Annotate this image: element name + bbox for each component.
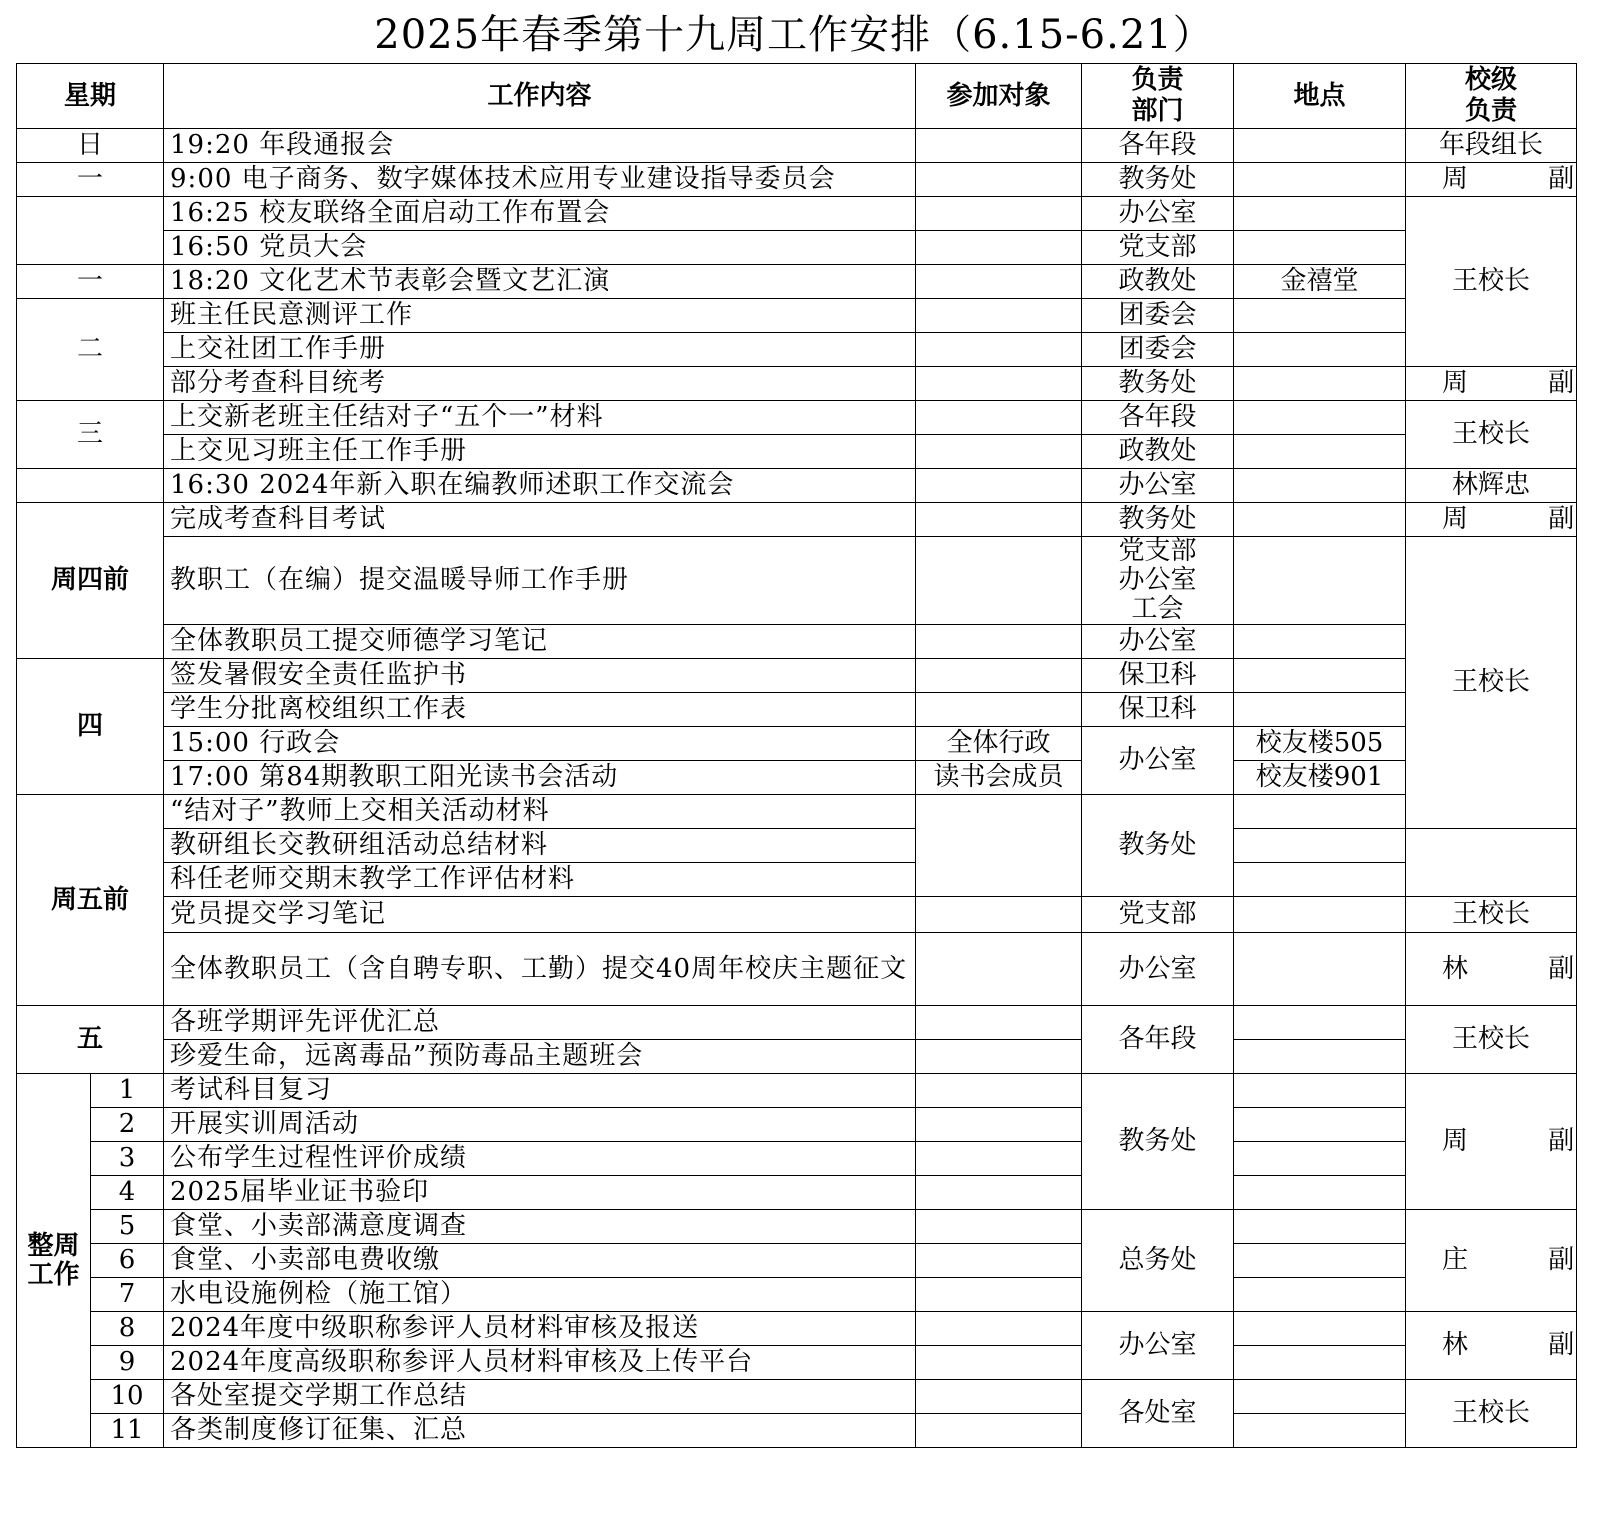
location-cell — [1234, 693, 1406, 727]
participants-cell — [916, 367, 1082, 401]
content-cell: 食堂、小卖部电费收缴 — [164, 1244, 916, 1278]
table-row — [17, 1006, 1577, 1040]
item-number: 11 — [91, 1414, 164, 1448]
dept-cell: 政教处 — [1082, 435, 1234, 469]
table-row — [17, 1414, 1577, 1448]
dept-cell: 办公室 — [1082, 625, 1234, 659]
table-row — [17, 1040, 1577, 1074]
leader-cell — [1406, 1312, 1610, 1380]
location-cell: 校友楼505 — [1234, 727, 1406, 761]
table-row — [17, 1346, 1577, 1380]
leader-cell: 林辉忠 — [1406, 469, 1577, 503]
content-cell: 各类制度修订征集、汇总 — [164, 1414, 916, 1448]
location-cell — [1234, 129, 1406, 163]
participants-cell — [916, 129, 1082, 163]
content-cell: 16:50 党员大会 — [164, 231, 916, 265]
header-dept: 负责 部门 — [1082, 64, 1234, 129]
content-cell: 党员提交学习笔记 — [164, 897, 916, 933]
content-cell: 上交新老班主任结对子“五个一”材料 — [164, 401, 916, 435]
content-cell: 2024年度高级职称参评人员材料审核及上传平台 — [164, 1346, 916, 1380]
content-cell: 2025届毕业证书验印 — [164, 1176, 916, 1210]
participants-cell — [916, 1312, 1082, 1346]
table-row — [17, 163, 1577, 197]
content-cell: 17:00 第84期教职工阳光读书会活动 — [164, 761, 916, 795]
participants-cell — [916, 299, 1082, 333]
header-participants: 参加对象 — [916, 64, 1082, 129]
table-row — [17, 897, 1577, 933]
dept-cell: 保卫科 — [1082, 693, 1234, 727]
participants-cell — [916, 503, 1082, 537]
participants-cell — [916, 1414, 1082, 1448]
leader-cell: 王校长 — [1406, 537, 1577, 829]
location-cell — [1234, 897, 1406, 933]
table-row — [17, 299, 1577, 333]
participants-cell — [916, 1244, 1082, 1278]
table-row — [17, 503, 1577, 537]
location-cell — [1234, 163, 1406, 197]
location-cell — [1234, 863, 1406, 897]
participants-cell — [916, 231, 1082, 265]
table-row — [17, 727, 1577, 761]
location-cell — [1234, 333, 1406, 367]
leader-text: 庄 副 — [1442, 1245, 1610, 1275]
leader-cell: 年段组长 — [1406, 129, 1577, 163]
content-cell: 18:20 文化艺术节表彰会暨文艺汇演 — [164, 265, 916, 299]
participants-cell — [916, 265, 1082, 299]
day-cell: 二 — [17, 299, 164, 401]
location-cell — [1234, 1210, 1406, 1244]
participants-cell — [916, 625, 1082, 659]
participants-cell — [916, 1074, 1082, 1108]
content-cell: 完成考查科目考试 — [164, 503, 916, 537]
content-cell: 食堂、小卖部满意度调查 — [164, 1210, 916, 1244]
table-row — [17, 1142, 1577, 1176]
item-number: 5 — [91, 1210, 164, 1244]
participants-cell — [916, 795, 1082, 897]
leader-cell — [1406, 933, 1610, 1006]
dept-cell: 办公室 — [1082, 727, 1234, 795]
participants-cell — [916, 1176, 1082, 1210]
leader-cell — [1406, 163, 1610, 197]
item-number: 2 — [91, 1108, 164, 1142]
content-cell: 上交社团工作手册 — [164, 333, 916, 367]
table-row — [17, 537, 1577, 625]
table-row — [17, 231, 1577, 265]
dept-cell: 党支部 — [1082, 231, 1234, 265]
header-location: 地点 — [1234, 64, 1406, 129]
location-cell — [1234, 537, 1406, 625]
schedule-table — [16, 63, 1610, 1448]
participants-cell — [916, 1346, 1082, 1380]
table-row — [17, 863, 1577, 897]
participants-cell — [916, 1210, 1082, 1244]
content-cell: 科任老师交期末教学工作评估材料 — [164, 863, 916, 897]
content-cell: 教职工（在编）提交温暖导师工作手册 — [164, 537, 916, 625]
header-leader: 校级 负责 — [1406, 64, 1577, 129]
content-cell: 19:20 年段通报会 — [164, 129, 916, 163]
dept-cell: 办公室 — [1082, 197, 1234, 231]
location-cell — [1234, 1176, 1406, 1210]
item-number: 6 — [91, 1244, 164, 1278]
location-cell — [1234, 1380, 1406, 1414]
table-row — [17, 933, 1577, 1006]
location-cell — [1234, 1278, 1406, 1312]
content-cell: 16:30 2024年新入职在编教师述职工作交流会 — [164, 469, 916, 503]
table-row — [17, 1312, 1577, 1346]
day-cell — [17, 469, 164, 503]
item-number: 8 — [91, 1312, 164, 1346]
table-row — [17, 795, 1577, 829]
table-row — [17, 435, 1577, 469]
dept-cell: 教务处 — [1082, 163, 1234, 197]
table-row — [17, 1244, 1577, 1278]
dept-cell: 团委会 — [1082, 333, 1234, 367]
table-row — [17, 1074, 1577, 1108]
content-cell: 考试科目复习 — [164, 1074, 916, 1108]
table-row — [17, 829, 1577, 863]
leader-cell — [1406, 367, 1610, 401]
leader-cell: 王校长 — [1406, 1380, 1577, 1448]
day-cell: 日 — [17, 129, 164, 163]
location-cell: 校友楼901 — [1234, 761, 1406, 795]
table-row — [17, 1108, 1577, 1142]
dept-cell: 党支部 办公室 工会 — [1082, 537, 1234, 625]
leader-cell — [1406, 1210, 1610, 1312]
participants-cell — [916, 537, 1082, 625]
participants-cell — [916, 163, 1082, 197]
participants-cell — [916, 1040, 1082, 1074]
leader-text: 林 副 — [1442, 1330, 1610, 1360]
location-cell — [1234, 367, 1406, 401]
leader-cell — [1406, 503, 1610, 537]
participants-cell — [916, 1108, 1082, 1142]
participants-cell — [916, 897, 1082, 933]
participants-cell — [916, 659, 1082, 693]
content-cell: 珍爱生命，远离毒品”预防毒品主题班会 — [164, 1040, 916, 1074]
dept-cell: 保卫科 — [1082, 659, 1234, 693]
participants-cell — [916, 1142, 1082, 1176]
table-row — [17, 469, 1577, 503]
table-row — [17, 1380, 1577, 1414]
item-number: 7 — [91, 1278, 164, 1312]
leader-text: 林 副 — [1442, 953, 1610, 984]
dept-cell: 教务处 — [1082, 1074, 1234, 1210]
dept-cell: 教务处 — [1082, 795, 1234, 897]
location-cell — [1234, 299, 1406, 333]
participants-cell — [916, 333, 1082, 367]
content-cell: “结对子”教师上交相关活动材料 — [164, 795, 916, 829]
participants-cell — [916, 1278, 1082, 1312]
location-cell — [1234, 659, 1406, 693]
participants-cell — [916, 469, 1082, 503]
dept-cell: 总务处 — [1082, 1210, 1234, 1312]
leader-cell: 王校长 — [1406, 401, 1577, 469]
dept-cell: 教务处 — [1082, 367, 1234, 401]
content-cell: 15:00 行政会 — [164, 727, 916, 761]
day-cell: 整周 工作 — [17, 1074, 91, 1448]
day-cell: 一 — [17, 163, 164, 197]
table-row — [17, 625, 1577, 659]
header-content: 工作内容 — [164, 64, 916, 129]
content-cell: 各班学期评先评优汇总 — [164, 1006, 916, 1040]
table-row — [17, 693, 1577, 727]
table-row — [17, 333, 1577, 367]
content-cell: 班主任民意测评工作 — [164, 299, 916, 333]
day-cell: 一 — [17, 265, 164, 299]
content-cell: 全体教职员工提交师德学习笔记 — [164, 625, 916, 659]
dept-cell: 团委会 — [1082, 299, 1234, 333]
content-cell: 部分考查科目统考 — [164, 367, 916, 401]
table-row — [17, 265, 1577, 299]
day-cell: 周四前 — [17, 503, 164, 659]
dept-cell: 各年段 — [1082, 1006, 1234, 1074]
location-cell — [1234, 1142, 1406, 1176]
location-cell — [1234, 1312, 1406, 1346]
location-cell — [1234, 829, 1406, 863]
leader-cell — [1406, 1074, 1610, 1210]
dept-cell: 办公室 — [1082, 1312, 1234, 1380]
table-row — [17, 401, 1577, 435]
leader-cell: 王校长 — [1406, 897, 1577, 933]
item-number: 4 — [91, 1176, 164, 1210]
leader-cell: 王校长 — [1406, 197, 1577, 367]
content-cell: 上交见习班主任工作手册 — [164, 435, 916, 469]
header-day: 星期 — [17, 64, 164, 129]
table-row — [17, 761, 1577, 795]
content-cell: 公布学生过程性评价成绩 — [164, 1142, 916, 1176]
location-cell — [1234, 795, 1406, 829]
table-row — [17, 129, 1577, 163]
table-row — [17, 367, 1577, 401]
location-cell — [1234, 933, 1406, 1006]
location-cell — [1234, 469, 1406, 503]
content-cell: 签发暑假安全责任监护书 — [164, 659, 916, 693]
participants-cell: 读书会成员 — [916, 761, 1082, 795]
table-row — [17, 659, 1577, 693]
dept-cell: 办公室 — [1082, 933, 1234, 1006]
item-number: 10 — [91, 1380, 164, 1414]
leader-text: 周 副 — [1442, 164, 1610, 194]
participants-cell — [916, 197, 1082, 231]
table-row — [17, 1176, 1577, 1210]
participants-cell — [916, 693, 1082, 727]
item-number: 3 — [91, 1142, 164, 1176]
dept-cell: 各年段 — [1082, 129, 1234, 163]
location-cell — [1234, 1346, 1406, 1380]
location-cell — [1234, 1040, 1406, 1074]
table-header-row — [17, 64, 1577, 129]
day-cell: 四 — [17, 659, 164, 795]
participants-cell — [916, 933, 1082, 1006]
participants-cell — [916, 1380, 1082, 1414]
location-cell — [1234, 503, 1406, 537]
content-cell: 开展实训周活动 — [164, 1108, 916, 1142]
table-row — [17, 197, 1577, 231]
location-cell: 金禧堂 — [1234, 265, 1406, 299]
location-cell — [1234, 197, 1406, 231]
location-cell — [1234, 1414, 1406, 1448]
table-row — [17, 1210, 1577, 1244]
leader-text: 周 副 — [1442, 368, 1610, 398]
dept-cell: 办公室 — [1082, 469, 1234, 503]
participants-cell: 全体行政 — [916, 727, 1082, 761]
page-title: 2025年春季第十九周工作安排（6.15-6.21） — [374, 12, 1214, 58]
content-cell: 2024年度中级职称参评人员材料审核及报送 — [164, 1312, 916, 1346]
leader-text: 周 副 — [1442, 1126, 1610, 1156]
participants-cell — [916, 435, 1082, 469]
participants-cell — [916, 1006, 1082, 1040]
location-cell — [1234, 1108, 1406, 1142]
location-cell — [1234, 625, 1406, 659]
location-cell — [1234, 1244, 1406, 1278]
location-cell — [1234, 401, 1406, 435]
content-cell: 学生分批离校组织工作表 — [164, 693, 916, 727]
location-cell — [1234, 231, 1406, 265]
location-cell — [1234, 1074, 1406, 1108]
content-cell: 各处室提交学期工作总结 — [164, 1380, 916, 1414]
day-cell: 三 — [17, 401, 164, 469]
leader-text: 周 副 — [1442, 504, 1610, 534]
leader-cell: 王校长 — [1406, 1006, 1577, 1074]
content-cell: 9:00 电子商务、数字媒体技术应用专业建设指导委员会 — [164, 163, 916, 197]
content-cell: 教研组长交教研组活动总结材料 — [164, 829, 916, 863]
dept-cell: 党支部 — [1082, 897, 1234, 933]
content-cell: 16:25 校友联络全面启动工作布置会 — [164, 197, 916, 231]
content-cell: 全体教职员工（含自聘专职、工勤）提交40周年校庆主题征文 — [164, 933, 916, 1006]
location-cell — [1234, 1006, 1406, 1040]
item-number: 9 — [91, 1346, 164, 1380]
day-cell — [17, 197, 164, 265]
table-row — [17, 1278, 1577, 1312]
dept-cell: 各处室 — [1082, 1380, 1234, 1448]
participants-cell — [916, 401, 1082, 435]
dept-cell: 政教处 — [1082, 265, 1234, 299]
dept-cell: 教务处 — [1082, 503, 1234, 537]
location-cell — [1234, 435, 1406, 469]
day-cell: 周五前 — [17, 795, 164, 1006]
dept-cell: 各年段 — [1082, 401, 1234, 435]
day-cell: 五 — [17, 1006, 164, 1074]
item-number: 1 — [91, 1074, 164, 1108]
content-cell: 水电设施例检（施工馆） — [164, 1278, 916, 1312]
